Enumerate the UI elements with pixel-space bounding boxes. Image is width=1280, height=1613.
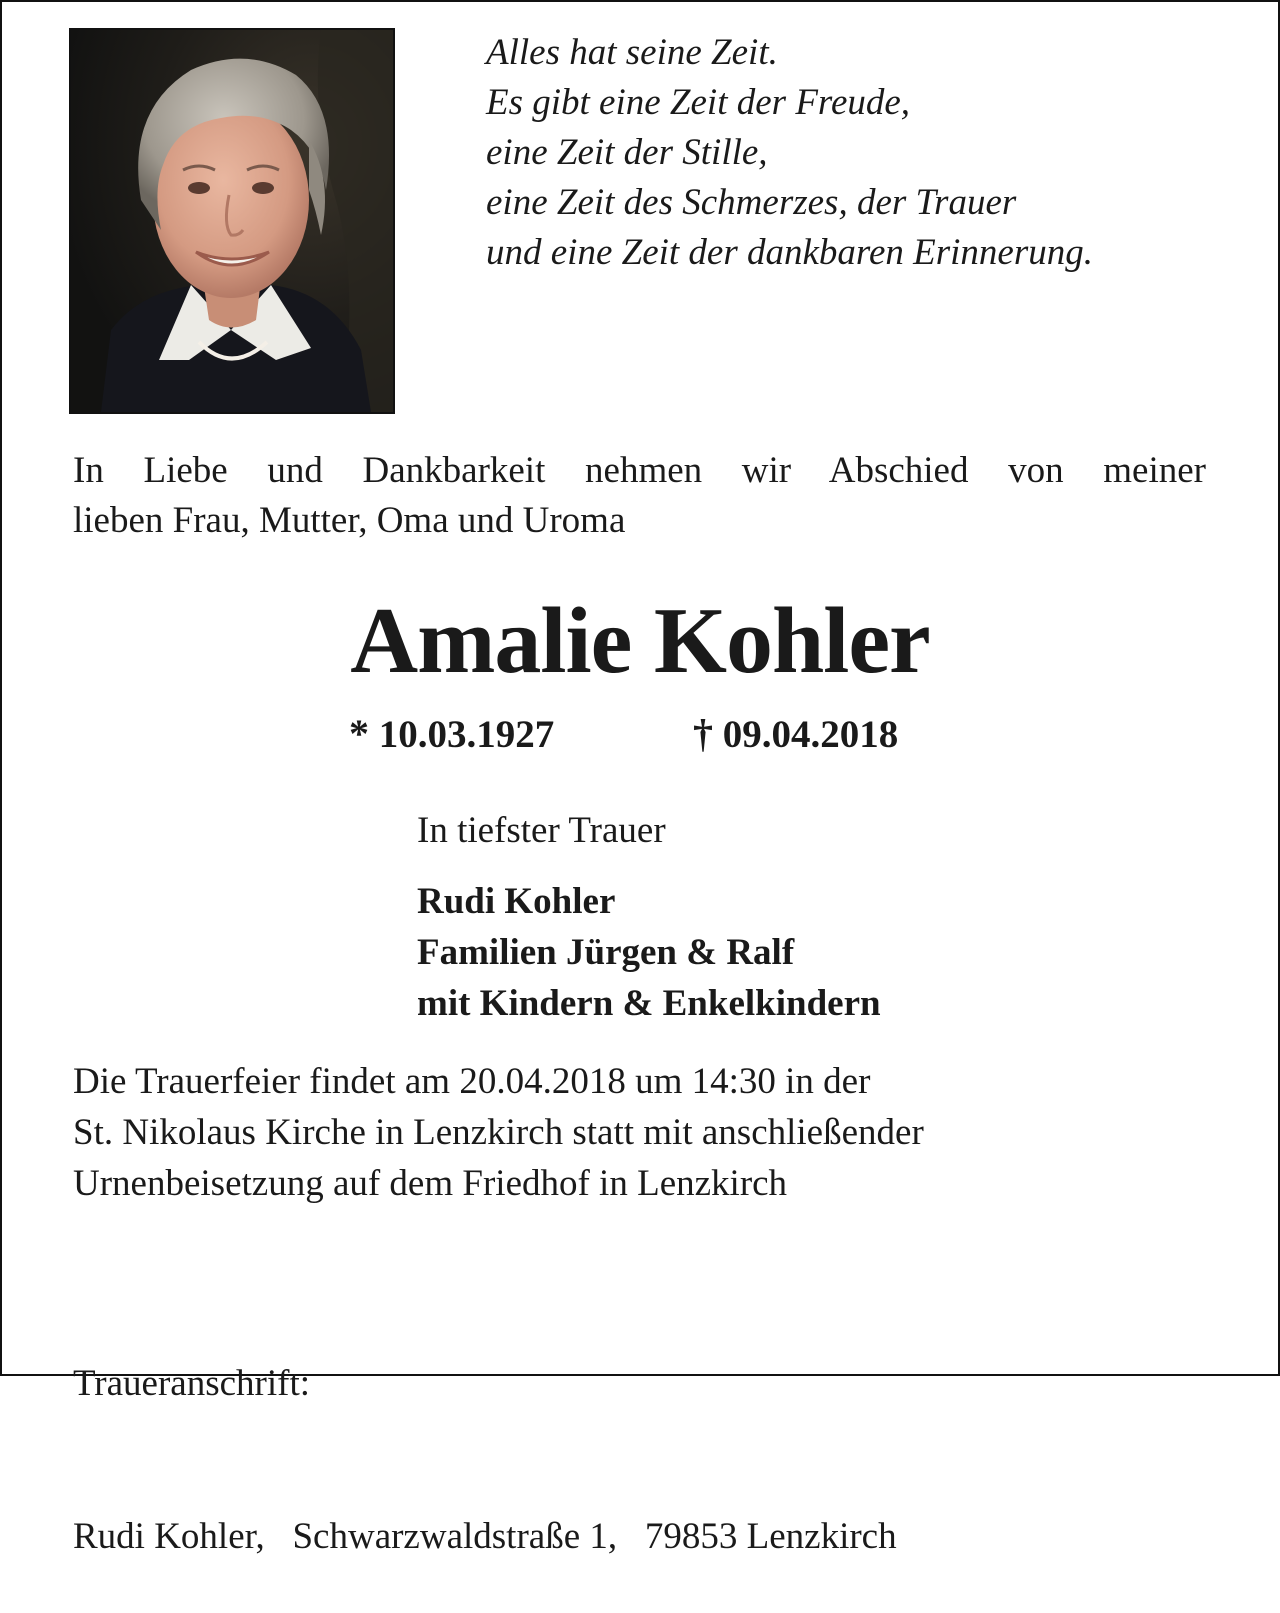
poem-line: und eine Zeit der dankbaren Erinnerung. <box>486 232 1093 273</box>
mourner-line: Familien Jürgen & Ralf <box>417 932 795 973</box>
service-details <box>73 1056 924 1209</box>
poem-line: eine Zeit der Stille, <box>486 132 768 173</box>
death-date: 09.04.2018 <box>722 713 899 756</box>
farewell-intro-line: lieben Frau, Mutter, Oma und Uroma <box>73 500 626 541</box>
mourning-intro: In tiefster Trauer <box>417 810 666 851</box>
poem-line: Alles hat seine Zeit. <box>486 32 778 73</box>
poem <box>486 28 1093 278</box>
address-line: Rudi Kohler, Schwarzwaldstraße 1, 79853 Lenzkirch <box>73 1516 897 1557</box>
mourners-list <box>417 876 881 1029</box>
portrait-photo <box>69 28 395 414</box>
deceased-name: Amalie Kohler <box>350 589 930 693</box>
service-line: Urnenbeisetzung auf dem Friedhof in Lenzkirch <box>73 1163 788 1204</box>
farewell-intro <box>73 446 1206 546</box>
poem-line: Es gibt eine Zeit der Freude, <box>486 82 911 123</box>
service-line: Die Trauerfeier findet am 20.04.2018 um 14:30 in der <box>73 1061 871 1102</box>
address-label: Traueranschrift: <box>73 1363 311 1404</box>
birth-date: 10.03.1927 <box>378 713 555 756</box>
death-cross-icon: † <box>693 711 713 756</box>
mourner-line: Rudi Kohler <box>417 881 616 922</box>
farewell-intro-line: In Liebe und Dankbarkeit nehmen wir Abschied von meiner <box>73 450 1206 491</box>
birth-date-line <box>349 706 554 763</box>
mourning-address <box>73 1256 897 1613</box>
death-date-line <box>693 706 898 763</box>
service-line: St. Nikolaus Kirche in Lenzkirch statt mit anschließender <box>73 1112 924 1153</box>
mourner-line: mit Kindern & Enkelkindern <box>417 983 881 1024</box>
poem-line: eine Zeit des Schmerzes, der Trauer <box>486 182 1017 223</box>
birth-star-icon: * <box>349 711 369 756</box>
